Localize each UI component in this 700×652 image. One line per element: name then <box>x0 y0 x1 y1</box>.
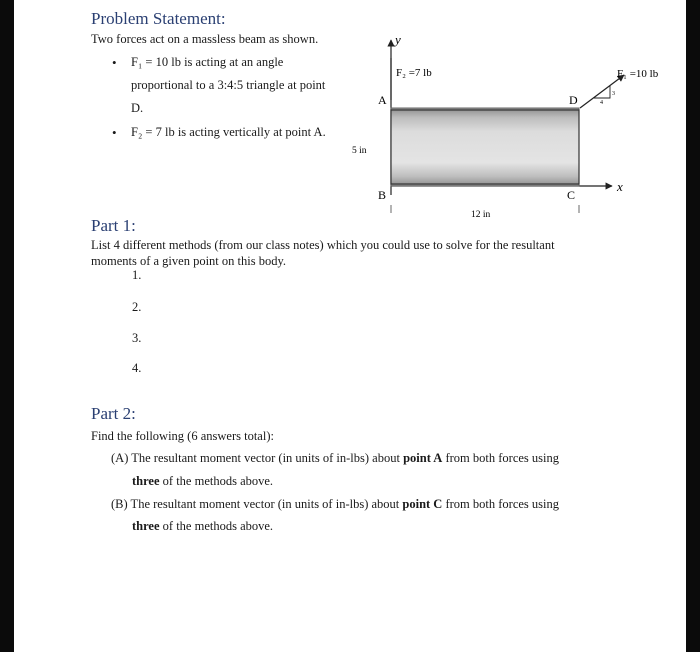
point-d-label: D <box>569 93 578 107</box>
list-item-4: 4. <box>132 361 142 375</box>
bullet1-line2: proportional to a 3:4:5 triangle at point <box>131 78 326 92</box>
x-axis-label: x <box>617 179 623 194</box>
point-c-label: C <box>567 188 576 202</box>
bullet2-text: F₂ = 7 lb is acting vertically at point A. <box>131 125 326 139</box>
y-axis-label: y <box>395 32 401 47</box>
problem-heading: Problem Statement: <box>91 9 226 28</box>
point-b-label: B <box>378 188 387 202</box>
question-b-line2 <box>132 519 273 534</box>
bullet-dot: • <box>112 125 117 140</box>
right-black-border <box>686 0 700 652</box>
question-b-rest: of the methods above. <box>159 519 274 533</box>
triangle-side-3: 3 <box>612 91 615 97</box>
triangle-side-4: 4 <box>600 100 603 106</box>
question-b-line1 <box>111 497 559 512</box>
question-a-three: three <box>132 474 160 488</box>
document-page <box>14 0 686 652</box>
question-b-point: point C <box>402 497 443 511</box>
bullet1-line1: F₁ = 10 lb is acting at an angle <box>131 55 284 69</box>
question-b-suffix: from both forces using <box>442 497 559 511</box>
list-item-1: 1. <box>132 268 142 282</box>
length-dimension: 12 in <box>471 210 491 220</box>
question-a-prefix: (A) The resultant moment vector (in units of in-lbs) about <box>111 451 404 465</box>
question-b-three: three <box>132 519 160 533</box>
question-a-point: point A <box>403 451 443 465</box>
part2-intro: Find the following (6 answers total): <box>91 429 274 443</box>
question-a-line2 <box>132 474 273 489</box>
list-item-2: 2. <box>132 300 142 314</box>
question-a-line1 <box>111 451 559 466</box>
point-a-label: A <box>378 93 387 107</box>
part1-prompt-line1: List 4 different methods (from our class notes) which you could use to solve for the resultant <box>91 238 555 252</box>
part1-heading: Part 1: <box>91 216 136 235</box>
question-a-rest: of the methods above. <box>159 474 274 488</box>
beam <box>391 108 579 186</box>
bullet-dot: • <box>112 55 117 70</box>
list-item-3: 3. <box>132 331 142 345</box>
question-a-suffix: from both forces using <box>442 451 559 465</box>
part2-heading: Part 2: <box>91 404 136 423</box>
question-b-prefix: (B) The resultant moment vector (in units of in-lbs) about <box>111 497 403 511</box>
part1-prompt-line2: moments of a given point on this body. <box>91 254 287 268</box>
f2-label: F₂ =7 lb <box>396 67 432 79</box>
left-black-border <box>0 0 14 652</box>
beam-diagram <box>14 0 686 230</box>
height-dimension: 5 in <box>352 146 367 156</box>
f1-label: F₁ =10 lb <box>617 68 659 80</box>
problem-intro: Two forces act on a massless beam as shown. <box>91 32 319 46</box>
bullet1-line3: D. <box>131 101 144 115</box>
